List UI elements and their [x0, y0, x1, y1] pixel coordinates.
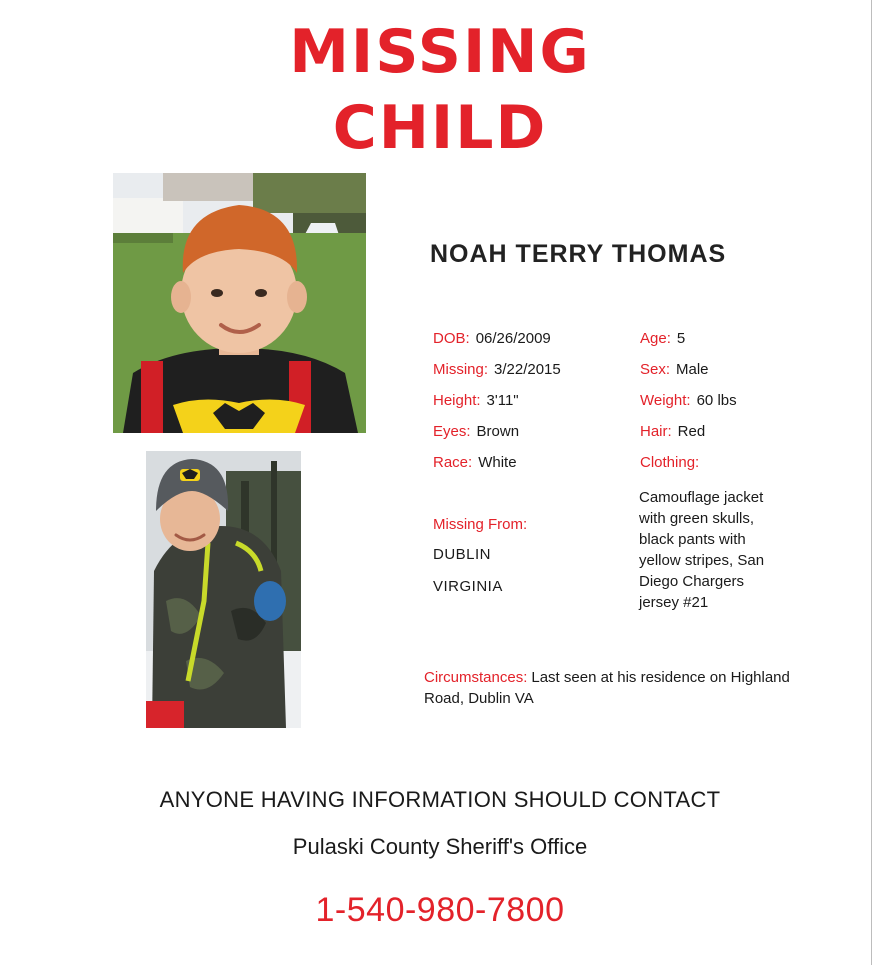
child-photo-winter: [146, 451, 301, 728]
missing-date-label: Missing:: [433, 361, 489, 378]
weight-label: Weight:: [640, 392, 691, 409]
clothing-description: Camouflage jacket with green skulls, black pants with yellow stripes, San Diego Chargers jersey #21: [639, 489, 765, 611]
age-label: Age:: [640, 330, 671, 347]
height-label: Height:: [433, 392, 481, 409]
contact-office: Pulaski County Sheriff's Office: [292, 834, 588, 859]
sex-value: Male: [676, 361, 709, 378]
title-child: CHILD: [332, 93, 548, 163]
height-row: [433, 392, 519, 410]
eyes-label: Eyes:: [433, 423, 471, 440]
circumstances-label: Circumstances:: [424, 669, 528, 686]
missing-from-label-row: [433, 516, 527, 534]
clothing-label-row: [640, 454, 699, 472]
hair-value: Red: [677, 423, 706, 440]
child-photo-outdoor: [113, 173, 366, 433]
weight-row: [640, 392, 737, 410]
missing-date-row: [433, 361, 561, 379]
race-label: Race:: [433, 454, 473, 471]
missing-from-label: Missing From:: [433, 516, 528, 533]
missing-from-city: DUBLIN: [433, 546, 492, 563]
eyes-value: Brown: [476, 423, 520, 440]
race-row: [433, 454, 517, 472]
title-missing: MISSING: [289, 17, 591, 87]
hair-label: Hair:: [640, 423, 672, 440]
hair-row: [640, 423, 705, 441]
race-value: White: [478, 454, 517, 471]
eyes-row: [433, 423, 519, 441]
circumstances: [424, 667, 794, 709]
child-name: NOAH TERRY THOMAS: [430, 240, 727, 268]
missing-from-state: VIRGINIA: [433, 578, 503, 595]
height-value: 3'11": [486, 392, 519, 409]
sex-row: [640, 361, 709, 379]
dob-label: DOB:: [433, 330, 470, 347]
dob-value: 06/26/2009: [475, 330, 551, 347]
dob-row: [433, 330, 551, 348]
contact-heading: ANYONE HAVING INFORMATION SHOULD CONTACT: [159, 787, 721, 812]
age-value: 5: [676, 330, 686, 347]
missing-date-value: 3/22/2015: [494, 361, 561, 378]
age-row: [640, 330, 685, 348]
weight-value: 60 lbs: [696, 392, 737, 409]
clothing-label: Clothing:: [640, 454, 700, 471]
sex-label: Sex:: [640, 361, 671, 378]
contact-phone: 1-540-980-7800: [315, 891, 565, 929]
circumstances-value: Last seen at his residence on Highland Road, Dublin VA: [424, 669, 790, 707]
